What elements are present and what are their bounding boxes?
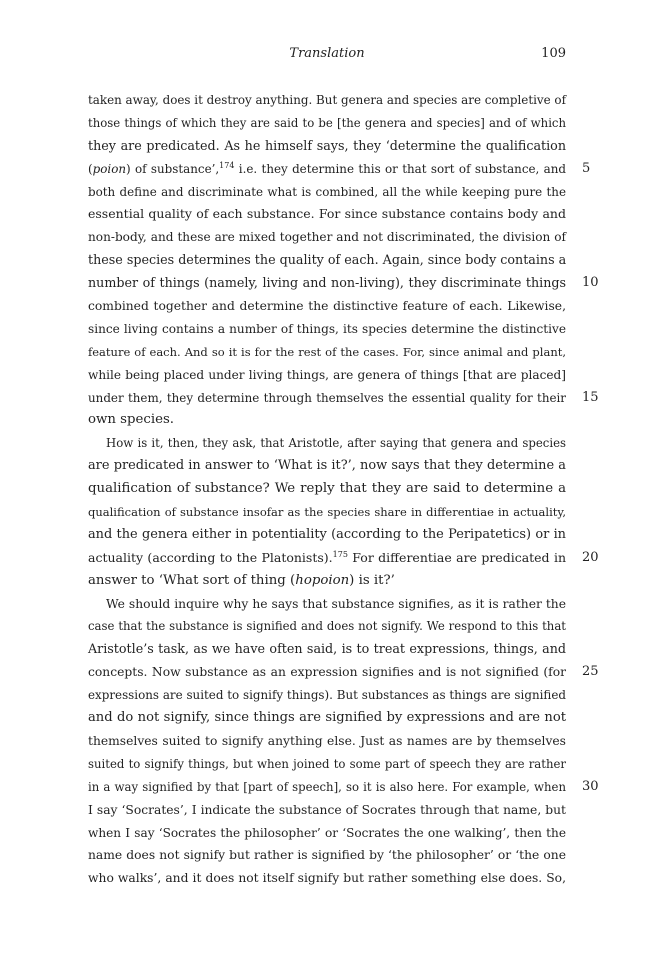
text-line (88, 524, 566, 547)
line-text: feature of each. And so it is for the rest of the cases. For, since animal and plant, (88, 344, 566, 359)
line-text: and do not signify, since things are signified by expressions and are not (88, 710, 566, 726)
text-line (88, 318, 566, 341)
text-line (88, 638, 566, 661)
text-line (88, 661, 599, 684)
line-text: taken away, does it destroy anything. But genera and species are completive of (88, 93, 566, 107)
line-number: 25 (582, 664, 599, 680)
line-text: and the genera either in potentiality (according to the Peripatetics) or in (88, 526, 566, 542)
text-line (88, 776, 599, 799)
line-text: they are predicated. As he himself says, they ‘determine the qualification (88, 137, 566, 153)
line-text: since living contains a number of things, its species determine the distinctive (88, 321, 566, 336)
text-line (88, 730, 566, 753)
line-text: these species determines the quality of each. Again, since body contains a (88, 252, 567, 268)
page-number: 109 (541, 46, 566, 61)
footnote-ref[interactable]: 175 (332, 549, 348, 559)
line-text: are predicated in answer to ‘What is it?’, now says that they determine a (88, 458, 566, 474)
text-line (88, 387, 599, 410)
text-line (88, 455, 566, 478)
text-line (88, 867, 566, 890)
text-line (88, 135, 566, 158)
footnote-ref[interactable]: 174 (219, 160, 235, 170)
text-line (88, 295, 566, 318)
line-text: Aristotle’s task, as we have often said, is to treat expressions, things, and (88, 641, 566, 657)
text-line (88, 799, 566, 822)
line-text: both define and discriminate what is combined, all the while keeping pure the (88, 184, 566, 199)
body-text (88, 89, 599, 890)
line-number: 30 (582, 778, 599, 794)
line-text: suited to signify things, but when joined to some part of speech they are rather (88, 756, 566, 771)
line-text: number of things (namely, living and non-living), they discriminate things (88, 275, 566, 291)
text-line (88, 341, 566, 364)
text-line (88, 753, 566, 776)
text-line (88, 501, 566, 524)
running-header (88, 43, 566, 65)
text-line (88, 822, 566, 845)
text-line (88, 249, 566, 272)
line-text: qualification of substance insofar as the species share in differentiae in actuality, (88, 505, 566, 520)
line-number: 20 (582, 549, 599, 565)
line-text: non-body, and these are mixed together and not discriminated, the division of (88, 230, 566, 245)
line-text: when I say ‘Socrates the philosopher’ or ‘Socrates the one walking’, then the (88, 825, 566, 840)
line-text: essential quality of each substance. For since substance contains body and (88, 206, 566, 222)
text-line (88, 432, 566, 455)
italic-term: hopoion (295, 572, 350, 588)
text-line (88, 364, 566, 387)
running-title: Translation (289, 46, 365, 61)
text-line (88, 844, 566, 867)
line-text: combined together and determine the distinctive feature of each. Likewise, (88, 299, 566, 314)
text-line (88, 203, 566, 226)
text-line (88, 570, 566, 593)
line-number: 5 (582, 160, 591, 176)
text-line (88, 272, 599, 295)
line-text: actuality (according to the Platonists).$^{175}$ For differentiae are predicated in (88, 549, 566, 565)
line-text: under them, they determine through themselves the essential quality for their (88, 390, 566, 405)
text-line (88, 478, 566, 501)
line-text: name does not signify but rather is signified by ‘the philosopher’ or ‘the one (88, 848, 566, 863)
line-text: those things of which they are said to be [the genera and species] and of which (88, 115, 566, 130)
line-text: themselves suited to signify anything else. Just as names are by themselves (88, 733, 566, 748)
line-text: who walks’, and it does not itself signify but rather something else does. So, (88, 871, 566, 886)
italic-term: poion (92, 161, 127, 176)
line-text: answer to ‘What sort of thing (hopoion) is it?’ (88, 572, 395, 588)
line-text: concepts. Now substance as an expression signifies and is not signified (for (88, 665, 566, 680)
text-line (88, 181, 566, 204)
text-line (88, 684, 566, 707)
line-text: qualification of substance? We reply that they are said to determine a (88, 481, 566, 497)
line-text: How is it, then, they ask, that Aristotle, after saying that genera and species (106, 436, 566, 451)
line-text: (poion) of substance’,$^{174}$ i.e. they determine this or that sort of substance, and (88, 160, 566, 176)
line-text: expressions are suited to signify things). But substances as things are signified (88, 688, 566, 703)
text-line (88, 593, 566, 616)
line-text: We should inquire why he says that substance signifies, as it is rather the (106, 596, 566, 611)
text-line (88, 547, 599, 570)
text-line (88, 707, 566, 730)
line-number: 15 (582, 389, 599, 405)
line-text: while being placed under living things, are genera of things [that are placed] (88, 367, 566, 382)
line-number: 10 (582, 275, 599, 291)
text-line (88, 89, 566, 112)
line-text: own species. (88, 412, 175, 428)
text-line (88, 226, 566, 249)
line-text: case that the substance is signified and does not signify. We respond to this that (88, 619, 566, 634)
line-text: in a way signified by that [part of speech], so it is also here. For example, when (88, 779, 566, 794)
text-line (88, 615, 566, 638)
text-line (88, 158, 591, 181)
line-text: I say ‘Socrates’, I indicate the substance of Socrates through that name, but (88, 802, 566, 817)
text-line (88, 112, 566, 135)
text-line (88, 409, 566, 432)
